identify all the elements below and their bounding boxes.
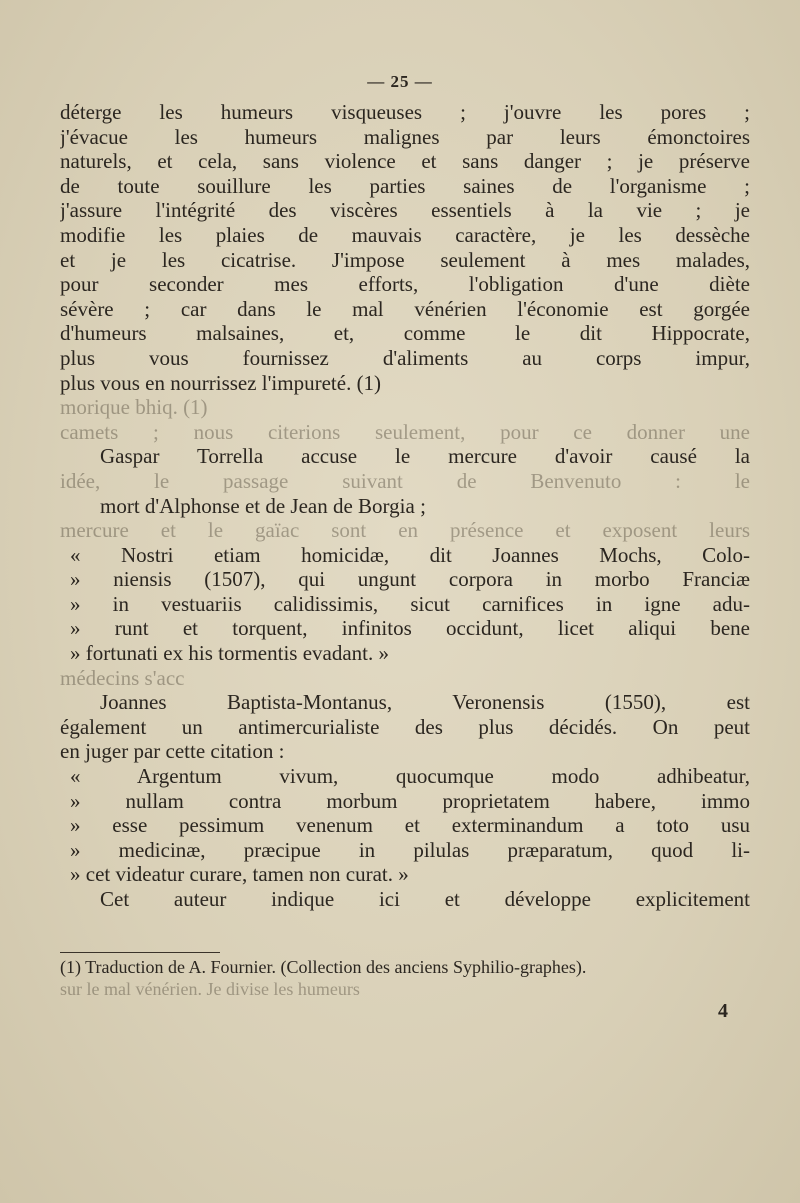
text-line: j'évacue les humeurs malignes par leurs émonctoires [60, 124, 750, 149]
quote-line: » cet videatur curare, tamen non curat. » [70, 862, 409, 887]
signature-mark: 4 [718, 1000, 728, 1022]
text-line: modifie les plaies de mauvais caractère, je les dessèche [60, 222, 750, 247]
text-line: en juger par cette citation : [60, 739, 285, 764]
text-line: Cet auteur indique ici et développe explicitement [100, 887, 750, 911]
text-line: déterge les humeurs visqueuses ; j'ouvre les pores ; [60, 100, 750, 124]
author-line: Joannes Baptista-Montanus, Veronensis (1550), est [100, 690, 750, 715]
footnote-rule [60, 952, 220, 953]
bleed-through-line: sur le mal vénérien. Je divise les humeurs [60, 979, 360, 999]
text-line: plus vous fournissez d'aliments au corps impur, [60, 345, 750, 370]
text-line: de toute souillure les parties saines de l'organisme ; [60, 173, 750, 198]
text-line: et je les cicatrise. J'impose seulement à mes malades, [60, 247, 750, 272]
bleed-through-line: médecins s'acc [60, 665, 185, 690]
text-line: Gaspar Torrella accuse le mercure d'avoir causé la [100, 444, 750, 469]
text-line: d'humeurs malsaines, et, comme le dit Hippocrate, [60, 321, 750, 346]
footnote-text: (1) Traduction de A. Fournier. (Collection des anciens Syphilio-graphes). [60, 957, 587, 977]
page-number: — 25 — [367, 72, 433, 91]
quote-line: » medicinæ, præcipue in pilulas præparatum, quod li- [70, 837, 750, 862]
bleed-through-line: morique bhiq. (1) [60, 395, 208, 420]
quote-line: « Nostri etiam homicidæ, dit Joannes Mochs, Colo- [70, 542, 750, 567]
text-line: naturels, et cela, sans violence et sans danger ; je préserve [60, 149, 750, 174]
text-line: également un antimercurialiste des plus décidés. On peut [60, 714, 750, 739]
body-text [60, 100, 750, 912]
quote-line: » in vestuariis calidissimis, sicut carnifices in igne adu- [70, 591, 750, 616]
bleed-through-line: idée, le passage suivant de Benvenuto : le [60, 468, 750, 493]
quote-line: » esse pessimum venenum et exterminandum a toto usu [70, 813, 750, 838]
quote-line: » fortunati ex his tormentis evadant. » [70, 641, 390, 666]
text-line: j'assure l'intégrité des viscères essentiels à la vie ; je [60, 198, 750, 223]
quote-line: « Argentum vivum, quocumque modo adhibeatur, [70, 764, 750, 789]
text-line: sévère ; car dans le mal vénérien l'économie est gorgée [60, 296, 750, 321]
bleed-through-line: mercure et le gaïac sont en présence et exposent leurs [60, 518, 750, 543]
quote-line: » niensis (1507), qui ungunt corpora in morbo Franciæ [70, 567, 750, 592]
text-line: plus vous en nourrissez l'impureté. (1) [60, 370, 382, 395]
text-line: pour seconder mes efforts, l'obligation d'une diète [60, 272, 750, 297]
footnote [60, 956, 750, 1000]
text-line: mort d'Alphonse et de Jean de Borgia ; [100, 493, 426, 518]
bleed-through-line: camets ; nous citerions seulement, pour ce donner une [60, 419, 750, 444]
quote-line: » runt et torquent, infinitos occidunt, licet aliqui bene [70, 616, 750, 641]
quote-line: » nullam contra morbum proprietatem habere, immo [70, 788, 750, 813]
